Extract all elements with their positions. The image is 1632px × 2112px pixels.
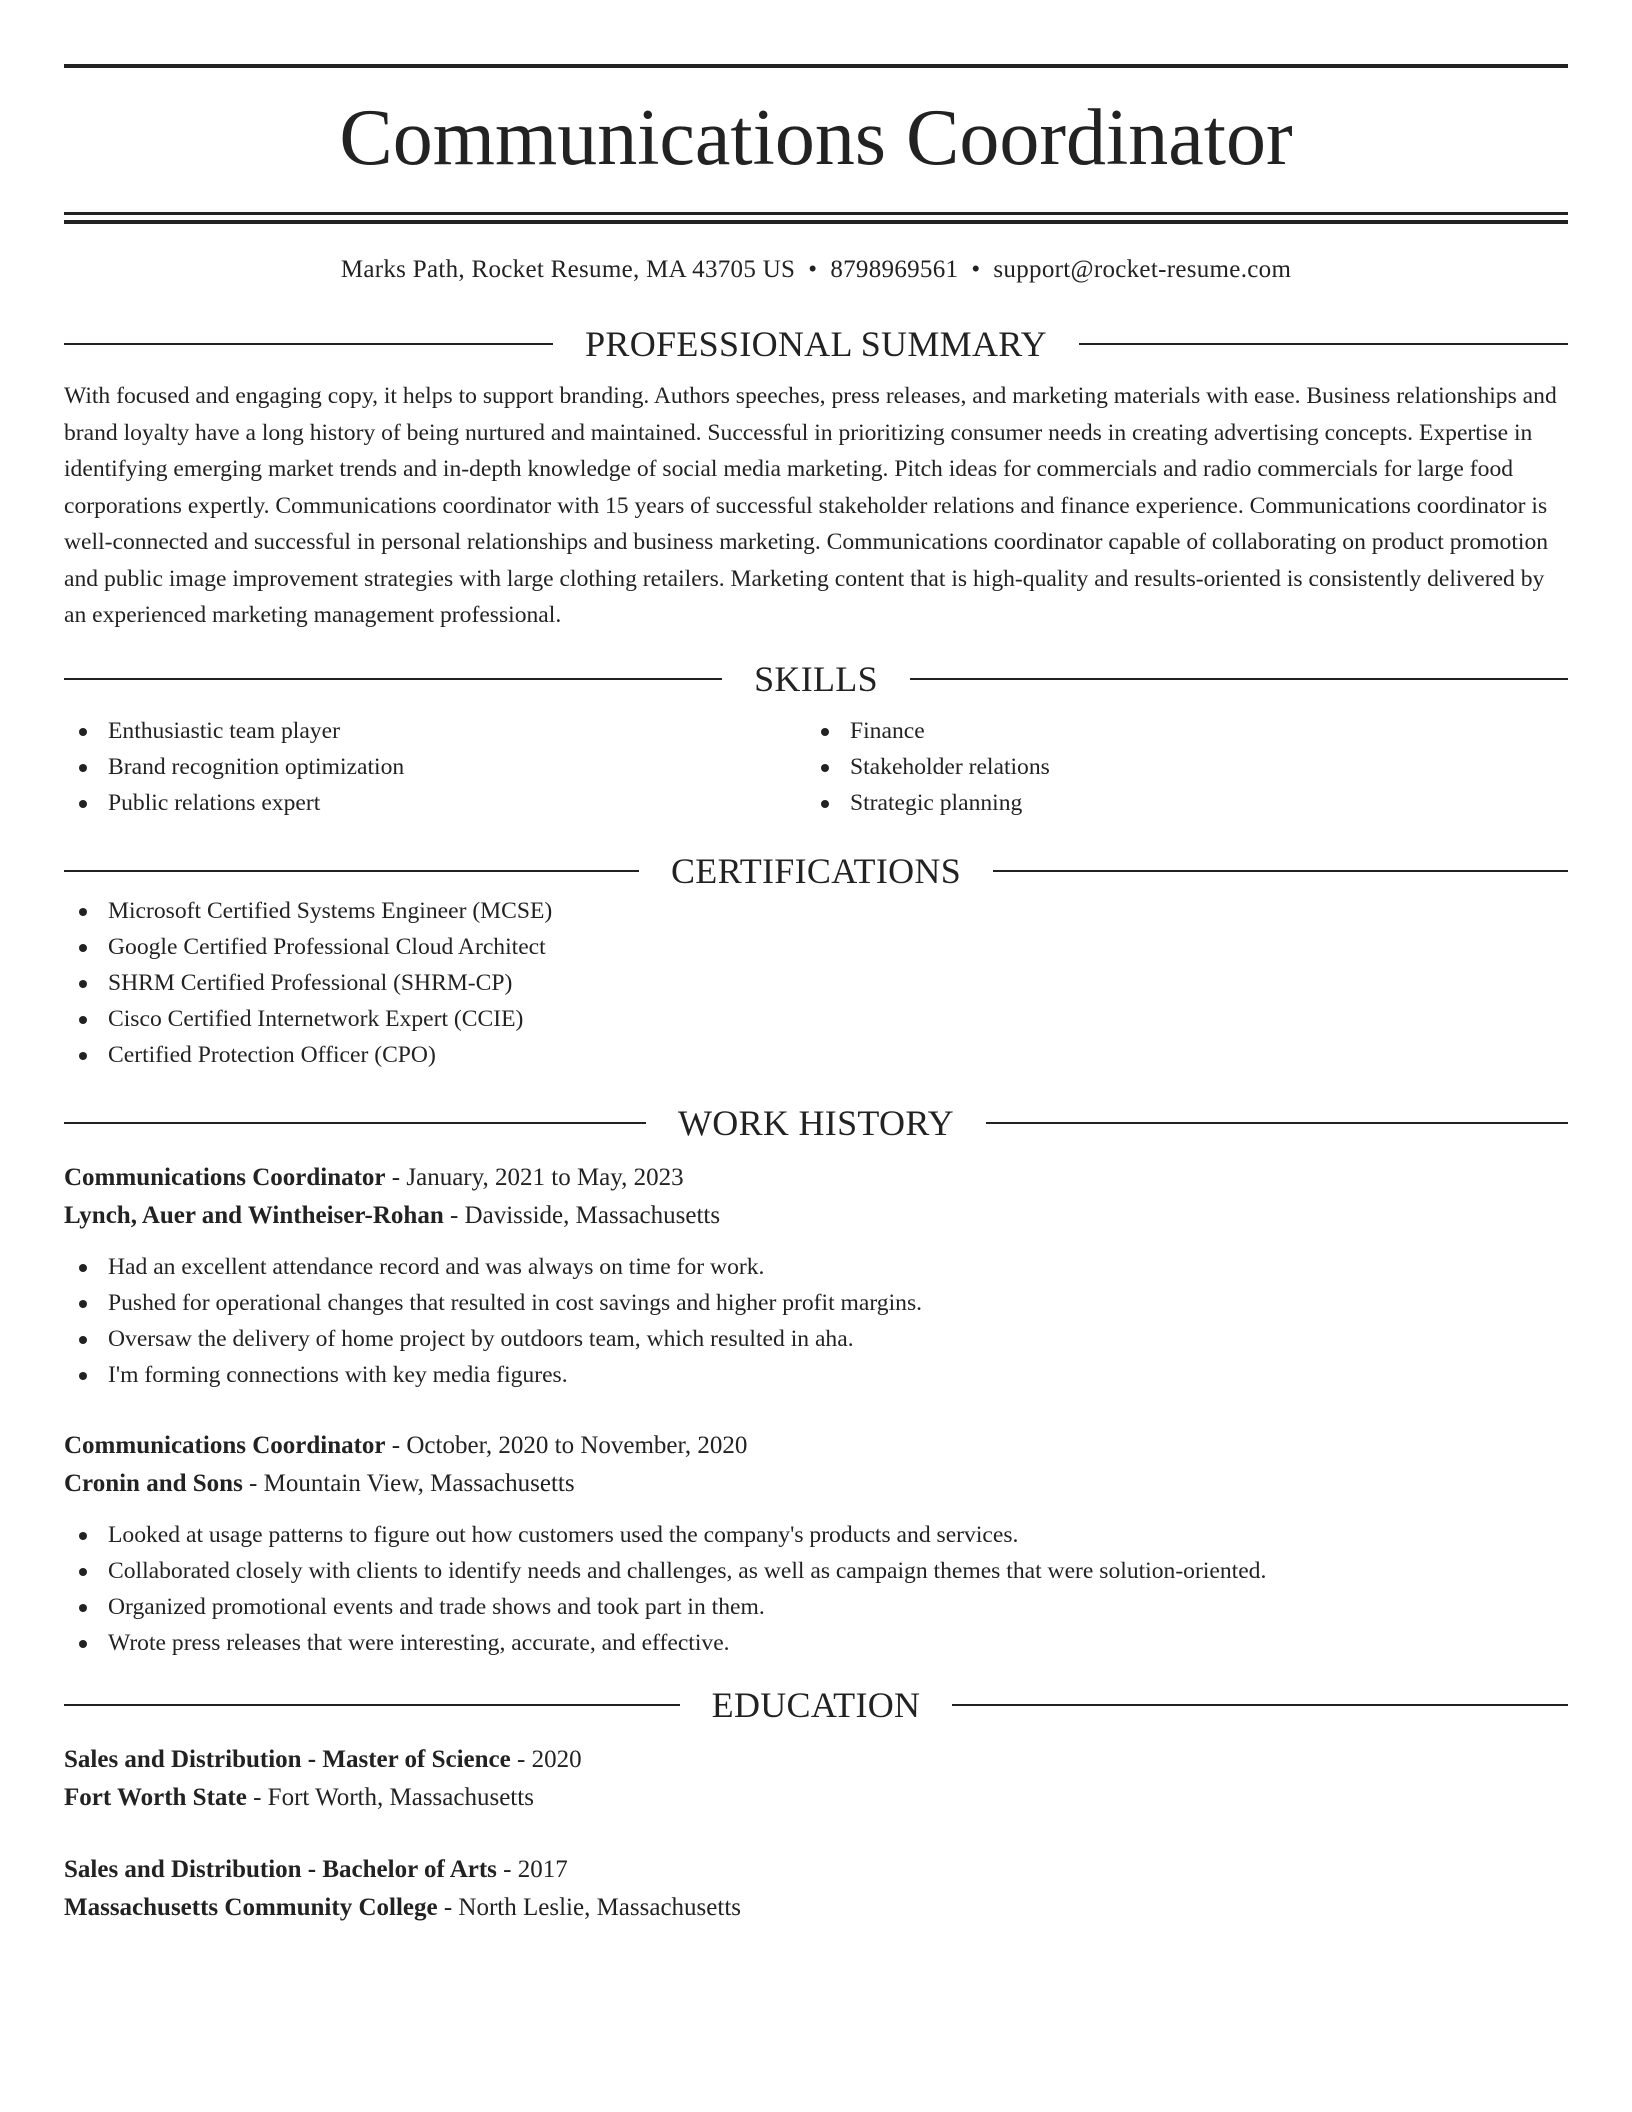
contact-address: Marks Path, Rocket Resume, MA 43705 US	[340, 256, 796, 283]
job-bullets	[64, 1249, 1568, 1393]
job-dates: - October, 2020 to November, 2020	[385, 1432, 748, 1460]
divider-line	[910, 678, 1568, 680]
page-title: Communications Coordinator	[339, 94, 1293, 182]
education-school-line	[64, 1779, 1568, 1817]
education-degree-line	[64, 1851, 1568, 1889]
section-heading-skills	[64, 657, 1568, 701]
education-degree: Sales and Distribution - Bachelor of Arts	[64, 1856, 497, 1884]
job-title: Communications Coordinator	[64, 1164, 386, 1192]
job-entry	[64, 1427, 1568, 1661]
divider-line	[64, 1122, 646, 1124]
top-rule	[64, 64, 1568, 68]
contact-phone[interactable]: 8798969561	[830, 256, 959, 283]
skill-item: Finance	[806, 713, 1548, 749]
education-entry	[64, 1741, 1568, 1817]
section-title: WORK HISTORY	[678, 1103, 954, 1144]
job-company: Lynch, Auer and Wintheiser-Rohan	[64, 1202, 444, 1230]
section-title: EDUCATION	[711, 1685, 921, 1726]
section-heading-education	[64, 1683, 1568, 1727]
section-title: CERTIFICATIONS	[670, 851, 962, 892]
section-heading-work-history	[64, 1101, 1568, 1145]
job-bullet: Collaborated closely with clients to identify needs and challenges, as well as campaign themes that were solution-oriented.	[64, 1553, 1568, 1589]
skills-list-left	[64, 713, 806, 821]
job-bullet: I'm forming connections with key media figures.	[64, 1357, 1568, 1393]
job-bullet: Looked at usage patterns to figure out how customers used the company's products and services.	[64, 1517, 1568, 1553]
job-bullet: Had an excellent attendance record and was always on time for work.	[64, 1249, 1568, 1285]
skills-list-right	[806, 713, 1548, 821]
divider-line	[1079, 343, 1568, 345]
section-title: SKILLS	[754, 659, 878, 700]
education-location: - North Leslie, Massachusetts	[437, 1894, 741, 1922]
job-title-line	[64, 1427, 1568, 1465]
education-year: - 2020	[510, 1746, 582, 1774]
education-degree: Sales and Distribution - Master of Science	[64, 1746, 511, 1774]
job-bullet: Pushed for operational changes that resulted in cost savings and higher profit margins.	[64, 1285, 1568, 1321]
skill-item: Enthusiastic team player	[64, 713, 806, 749]
job-company: Cronin and Sons	[64, 1470, 243, 1498]
skills-grid	[64, 713, 1568, 821]
contact-separator: •	[971, 256, 981, 283]
education-school: Massachusetts Community College	[64, 1894, 438, 1922]
education-location: - Fort Worth, Massachusetts	[246, 1784, 534, 1812]
job-location: - Davisside, Massachusetts	[443, 1202, 721, 1230]
job-title: Communications Coordinator	[64, 1432, 386, 1460]
job-entry	[64, 1159, 1568, 1393]
divider-line	[64, 343, 553, 345]
summary-text: With focused and engaging copy, it helps to support branding. Authors speeches, press releases, and marketing materials with ease. Business relationships and brand loyalty have a long history of being nurtured and maintained. Successful in prioritizing consumer needs in creating advertising concepts. Expertise in identifying emerging market trends and in-depth knowledge of social media marketing. Pitch ideas for commercials and radio commercials for large food corporations expertly. Communications coordinator with 15 years of successful stakeholder relations and finance experience. Communications coordinator is well-connected and successful in personal relationships and business marketing. Communications coordinator capable of collaborating on product promotion and public image improvement strategies with large clothing retailers. Marketing content that is high-quality and results-oriented is consistently delivered by an experienced marketing management professional.	[64, 383, 1557, 628]
title-double-rule	[64, 212, 1568, 224]
education-school: Fort Worth State	[64, 1784, 247, 1812]
job-company-line	[64, 1197, 1568, 1235]
job-bullet: Oversaw the delivery of home project by outdoors team, which resulted in aha.	[64, 1321, 1568, 1357]
section-title: PROFESSIONAL SUMMARY	[585, 324, 1047, 364]
skill-item: Stakeholder relations	[806, 749, 1548, 785]
section-heading-summary	[64, 322, 1568, 366]
divider-line	[986, 1122, 1568, 1124]
divider-line	[64, 1704, 680, 1706]
job-bullets	[64, 1517, 1568, 1661]
skill-item: Brand recognition optimization	[64, 749, 806, 785]
divider-line	[64, 678, 722, 680]
job-dates: - January, 2021 to May, 2023	[385, 1164, 684, 1192]
job-bullet: Wrote press releases that were interesting, accurate, and effective.	[64, 1625, 1568, 1661]
job-title-line	[64, 1159, 1568, 1197]
skill-item: Public relations expert	[64, 785, 806, 821]
divider-line	[952, 1704, 1568, 1706]
certification-item: SHRM Certified Professional (SHRM-CP)	[64, 965, 1568, 1001]
certifications-list	[64, 893, 1568, 1073]
education-year: - 2017	[496, 1856, 568, 1884]
job-location: - Mountain View, Massachusetts	[242, 1470, 575, 1498]
section-heading-certifications	[64, 849, 1568, 893]
contact-email[interactable]: support@rocket-resume.com	[993, 256, 1292, 283]
certification-item: Certified Protection Officer (CPO)	[64, 1037, 1568, 1073]
education-school-line	[64, 1889, 1568, 1927]
education-degree-line	[64, 1741, 1568, 1779]
contact-line	[64, 254, 1568, 286]
education-entry	[64, 1851, 1568, 1927]
certification-item: Google Certified Professional Cloud Architect	[64, 929, 1568, 965]
job-bullet: Organized promotional events and trade shows and took part in them.	[64, 1589, 1568, 1625]
divider-line	[64, 870, 639, 872]
divider-line	[993, 870, 1568, 872]
skill-item: Strategic planning	[806, 785, 1548, 821]
certification-item: Cisco Certified Internetwork Expert (CCIE)	[64, 1001, 1568, 1037]
resume-page	[64, 64, 1568, 1927]
contact-separator: •	[808, 256, 818, 283]
certification-item: Microsoft Certified Systems Engineer (MCSE)	[64, 893, 1568, 929]
job-company-line	[64, 1465, 1568, 1503]
